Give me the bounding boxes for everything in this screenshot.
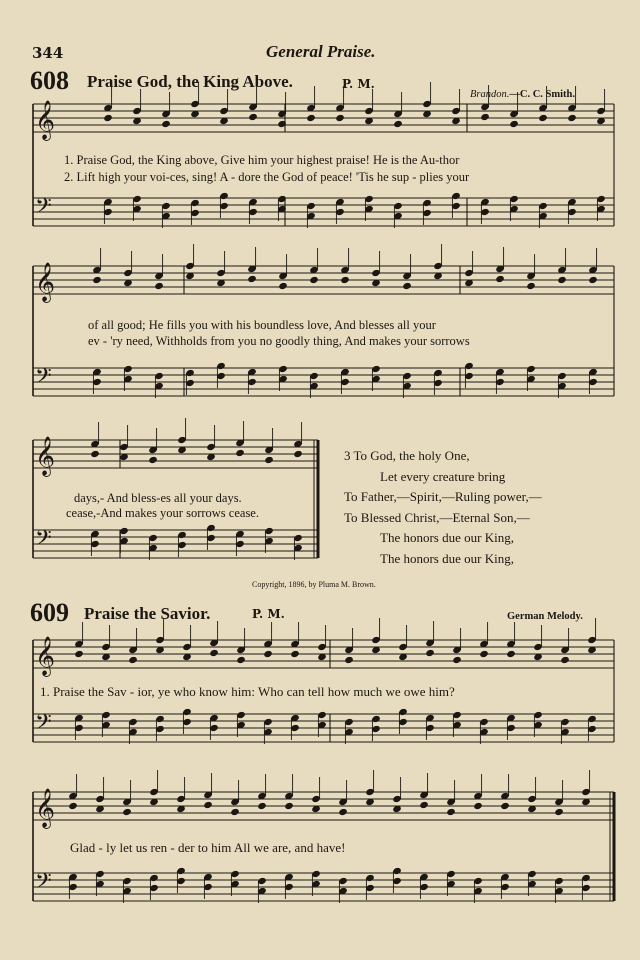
hymn-608-s3-verse1: days,- And bless-es all your days. — [74, 491, 242, 505]
note-head — [402, 282, 412, 290]
hymn-608-number: 608 — [30, 66, 69, 95]
note-head — [479, 650, 489, 658]
note-head — [335, 114, 345, 122]
bass-clef-icon: 𝄢 — [35, 194, 52, 224]
page-number: 344 — [32, 44, 64, 62]
note-head — [567, 114, 577, 122]
note-head — [480, 113, 490, 121]
hymn-609-s2-verse1: Glad - ly let us ren - der to him All we are, and have! — [70, 840, 346, 855]
note-head — [473, 802, 483, 810]
bass-clef-icon: 𝄢 — [35, 869, 52, 899]
note-head — [230, 808, 240, 816]
hymn-609-staves — [33, 618, 614, 903]
treble-clef-icon: 𝄞 — [35, 100, 56, 140]
note-head — [452, 656, 462, 664]
hymn-608-staves — [33, 82, 614, 560]
hymn-608-s3-verse2: cease,-And makes your sorrows cease. — [66, 506, 259, 520]
stanza-line: 3 To God, the holy One, — [344, 448, 470, 463]
note-head — [148, 456, 158, 464]
copyright-notice: Copyright, 1896, by Pluma M. Brown. — [252, 580, 376, 589]
note-head — [248, 113, 258, 121]
note-head — [588, 276, 598, 284]
note-head — [340, 276, 350, 284]
note-head — [560, 656, 570, 664]
hymn-608-tune: Brandon. — [470, 89, 510, 100]
section-title: General Praise. — [266, 42, 376, 61]
bass-clef-icon: 𝄢 — [35, 364, 52, 394]
note-head — [446, 808, 456, 816]
note-head — [495, 275, 505, 283]
note-head — [284, 802, 294, 810]
hymn-609-meter: P. M. — [252, 607, 285, 621]
treble-clef-icon: 𝄞 — [35, 788, 56, 828]
note-head — [306, 114, 316, 122]
hymn-608-s1-verse2: 2. Lift high your voi-ces, sing! A - dore the God of peace! 'Tis he sup - plies your — [64, 170, 470, 184]
hymn-608-s2-verse1: of all good; He fills you with his boundless love, And blesses all your — [88, 318, 436, 332]
hymn-608-title: Praise God, the King Above. — [87, 72, 293, 91]
note-head — [247, 275, 257, 283]
note-head — [419, 801, 429, 809]
note-head — [264, 456, 274, 464]
stanza-line: Let every creature bring — [380, 468, 506, 484]
note-head — [538, 114, 548, 122]
note-head — [128, 656, 138, 664]
treble-clef-icon: 𝄞 — [35, 436, 56, 476]
hymn-609-tune: German Melody. — [507, 611, 583, 622]
note-head — [154, 282, 164, 290]
hymn-609-s1-verse1: 1. Praise the Sav - ior, ye who know him: Who can tell how much we owe him? — [40, 684, 455, 699]
bass-clef-icon: 𝄢 — [35, 526, 52, 556]
note-head — [425, 649, 435, 657]
note-head — [509, 120, 519, 128]
note-head — [257, 802, 267, 810]
note-head — [122, 808, 132, 816]
hymn-608-s2-verse2: ev - 'ry need, Withholds from you no goodly thing, And makes your sorrows — [88, 334, 470, 348]
note-head — [526, 282, 536, 290]
note-head — [92, 276, 102, 284]
hymn-608-s1-verse1: 1. Praise God, the King above, Give him your highest praise! He is the Au-thor — [64, 153, 460, 167]
note-head — [338, 808, 348, 816]
note-head — [506, 650, 516, 658]
note-head — [309, 276, 319, 284]
note-head — [74, 650, 84, 658]
note-head — [344, 656, 354, 664]
note-head — [293, 450, 303, 458]
treble-clef-icon: 𝄞 — [35, 636, 56, 676]
note-head — [161, 120, 171, 128]
stanza-line: The honors due our King, — [380, 550, 514, 566]
hymn-609-title: Praise the Savior. — [84, 604, 211, 623]
note-head — [290, 650, 300, 658]
note-head — [103, 114, 113, 122]
note-head — [393, 120, 403, 128]
note-head — [203, 801, 213, 809]
bass-clef-icon: 𝄢 — [35, 710, 52, 740]
stanza-line: The honors due our King, — [380, 530, 514, 545]
note-head — [554, 808, 564, 816]
hymn-608-composer: —C. C. Smith. — [509, 89, 576, 100]
note-head — [278, 282, 288, 290]
note-head — [68, 802, 78, 810]
hymn-608-meter: P. M. — [342, 77, 375, 91]
note-head — [263, 650, 273, 658]
note-head — [235, 449, 245, 457]
stanza-line: To Blessed Christ,—Eternal Son,— — [344, 509, 530, 525]
hymn-609-number: 609 — [30, 598, 69, 627]
note-head — [209, 649, 219, 657]
note-head — [236, 656, 246, 664]
treble-clef-icon: 𝄞 — [35, 262, 56, 302]
stanza-line: To Father,—Spirit,—Ruling power,— — [344, 489, 542, 504]
note-head — [557, 276, 567, 284]
note-head — [500, 802, 510, 810]
note-head — [90, 450, 100, 458]
